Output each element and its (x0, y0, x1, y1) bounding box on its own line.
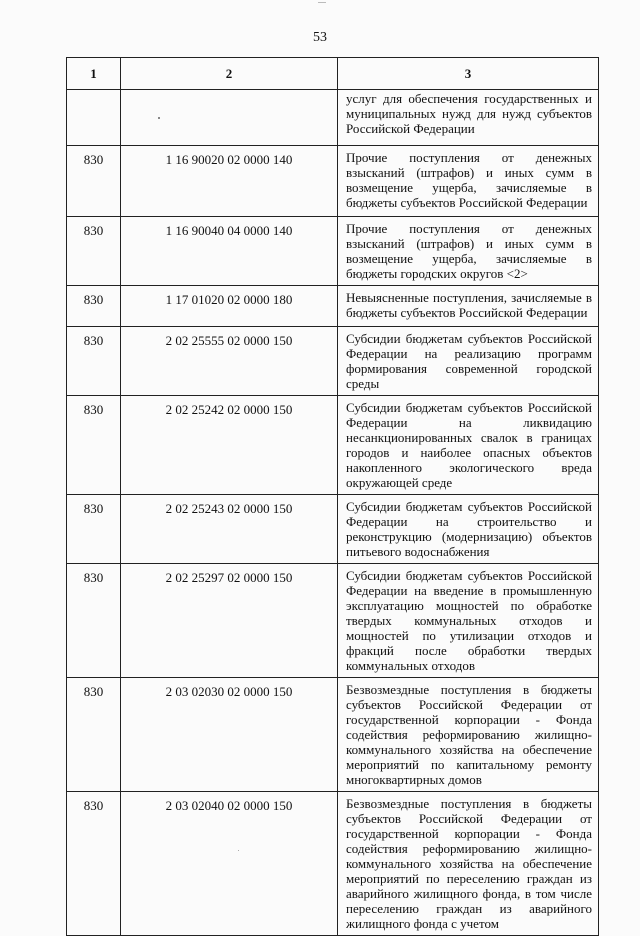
revenue-name-cell: Прочие поступления от денежных взысканий (штрафов) и иных сумм в возмещение ущерба, зачисляемые в бюджеты субъектов Российской Федерации (338, 146, 599, 217)
budget-code-cell: 2 02 25243 02 0000 150 (121, 495, 338, 564)
budget-code-cell: 2 02 25297 02 0000 150 (121, 564, 338, 678)
table-row (67, 792, 599, 936)
admin-code-cell (67, 90, 121, 146)
admin-code-cell: 830 (67, 146, 121, 217)
table-row (67, 217, 599, 286)
revenue-codes-table (66, 57, 599, 936)
budget-code-cell: 2 03 02040 02 0000 150 (121, 792, 338, 936)
revenue-name-cell: Субсидии бюджетам субъектов Российской Федерации на введение в промышленную эксплуатацию мощностей по обработке твердых коммунальных отходов и мощностей по утилизации отходов и фракций после обработки твердых коммунальных отходов (338, 564, 599, 678)
revenue-name-cell: Невыясненные поступления, зачисляемые в бюджеты субъектов Российской Федерации (338, 286, 599, 327)
budget-code-cell: 2 03 02030 02 0000 150 (121, 678, 338, 792)
scan-speck (318, 2, 326, 3)
page-number: 53 (313, 30, 327, 45)
budget-code-cell (121, 90, 338, 146)
admin-code-cell: 830 (67, 495, 121, 564)
revenue-name-cell: Субсидии бюджетам субъектов Российской Федерации на реализацию программ формирования современной городской среды (338, 327, 599, 396)
admin-code-cell: 830 (67, 678, 121, 792)
column-header-3: 3 (338, 58, 599, 90)
budget-code-cell: 1 16 90040 04 0000 140 (121, 217, 338, 286)
admin-code-cell: 830 (67, 327, 121, 396)
table-row (67, 396, 599, 495)
column-header-1: 1 (67, 58, 121, 90)
scan-speck (238, 850, 239, 851)
revenue-name-cell: Субсидии бюджетам субъектов Российской Федерации на ликвидацию несанкционированных свалок в границах городов и наиболее опасных объектов накопленного экологического вреда окружающей среде (338, 396, 599, 495)
table-row (67, 146, 599, 217)
table-row (67, 495, 599, 564)
budget-code-cell: 1 17 01020 02 0000 180 (121, 286, 338, 327)
table-row (67, 564, 599, 678)
revenue-name-cell: Безвозмездные поступления в бюджеты субъектов Российской Федерации от государственной корпорации - Фонда содействия реформированию жилищно-коммунального хозяйства на обеспечение мероприятий по капитальному ремонту многоквартирных домов (338, 678, 599, 792)
admin-code-cell: 830 (67, 396, 121, 495)
revenue-name-cell: услуг для обеспечения государственных и муниципальных нужд для нужд субъектов Российской Федерации (338, 90, 599, 146)
table-row (67, 90, 599, 146)
admin-code-cell: 830 (67, 564, 121, 678)
column-header-2: 2 (121, 58, 338, 90)
table-row (67, 327, 599, 396)
revenue-name-cell: Безвозмездные поступления в бюджеты субъектов Российской Федерации от государственной корпорации - Фонда содействия реформированию жилищно-коммунального хозяйства на обеспечение мероприятий по переселению граждан из аварийного жилищного фонда, в том числе переселению граждан из аварийного жилищного фонда с учетом (338, 792, 599, 936)
budget-code-cell: 1 16 90020 02 0000 140 (121, 146, 338, 217)
budget-code-cell: 2 02 25242 02 0000 150 (121, 396, 338, 495)
admin-code-cell: 830 (67, 792, 121, 936)
table-header-row (67, 58, 599, 90)
table-row (67, 286, 599, 327)
admin-code-cell: 830 (67, 217, 121, 286)
budget-code-cell: 2 02 25555 02 0000 150 (121, 327, 338, 396)
table-row (67, 678, 599, 792)
scan-speck (158, 117, 160, 119)
revenue-name-cell: Прочие поступления от денежных взысканий (штрафов) и иных сумм в возмещение ущерба, зачисляемые в бюджеты городских округов <2> (338, 217, 599, 286)
revenue-name-cell: Субсидии бюджетам субъектов Российской Федерации на строительство и реконструкцию (модернизацию) объектов питьевого водоснабжения (338, 495, 599, 564)
admin-code-cell: 830 (67, 286, 121, 327)
